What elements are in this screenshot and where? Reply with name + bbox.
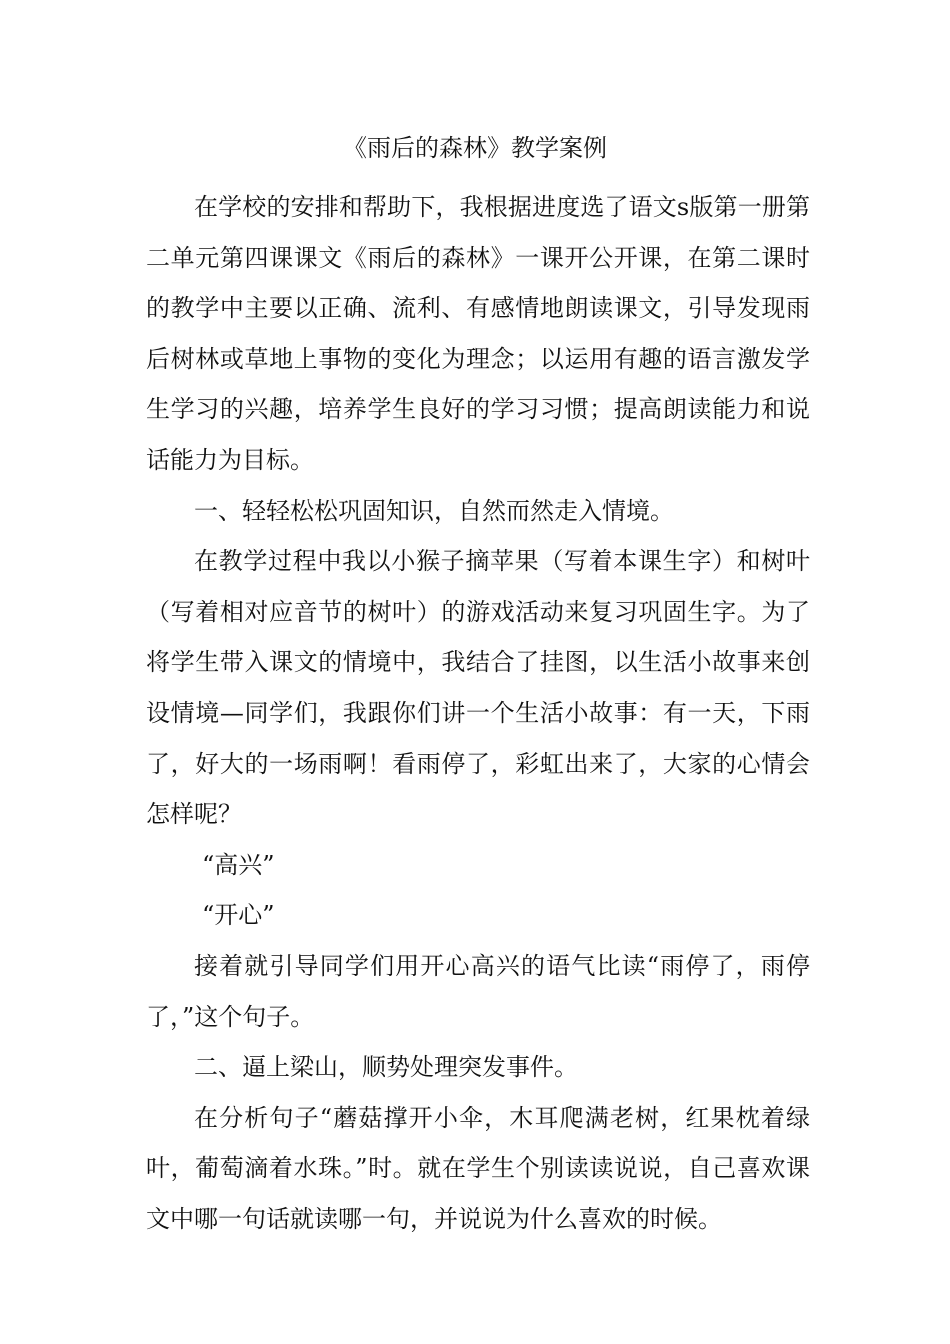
quote-kaixin: “开心” [202,901,275,930]
paragraph-section-2: 在分析句子“蘑菇撑开小伞，木耳爬满老树，红果枕着绿叶，葡萄滴着水珠。”时。就在学生个别读读说说，自己喜欢课文中哪一句话就读哪一句，并说说为什么喜欢的时候。 [146,1103,810,1233]
document-title: 《雨后的森林》教学案例 [343,134,607,162]
document-body [146,182,810,1244]
quote-gaoxing: “高兴” [202,850,275,879]
section-heading-1: 一、轻轻松松巩固知识，自然而然走入情境。 [194,496,674,525]
section-heading-2: 二、逼上梁山，顺势处理突发事件。 [194,1053,578,1082]
paragraph-guided-reading: 接着就引导同学们用开心高兴的语气比读“雨停了，雨停了，”这个句子。 [146,951,810,1031]
paragraph-intro: 在学校的安排和帮助下，我根据进度选了语文s版第一册第二单元第四课课文《雨后的森林》一课开公开课，在第二课时的教学中主要以正确、流利、有感情地朗读课文，引导发现雨后树林或草地上事物的变化为理念；以运用有趣的语言激发学生学习的兴趣，培养学生良好的学习习惯；提高朗读能力和说话能力为目标。 [146,193,810,474]
paragraph-section-1: 在教学过程中我以小猴子摘苹果（写着本课生字）和树叶（写着相对应音节的树叶）的游戏活动来复习巩固生字。为了将学生带入课文的情境中，我结合了挂图，以生活小故事来创设情境—同学们，我跟你们讲一个生活小故事：有一天，下雨了，好大的一场雨啊！看雨停了，彩虹出来了，大家的心情会怎样呢？ [146,547,810,829]
